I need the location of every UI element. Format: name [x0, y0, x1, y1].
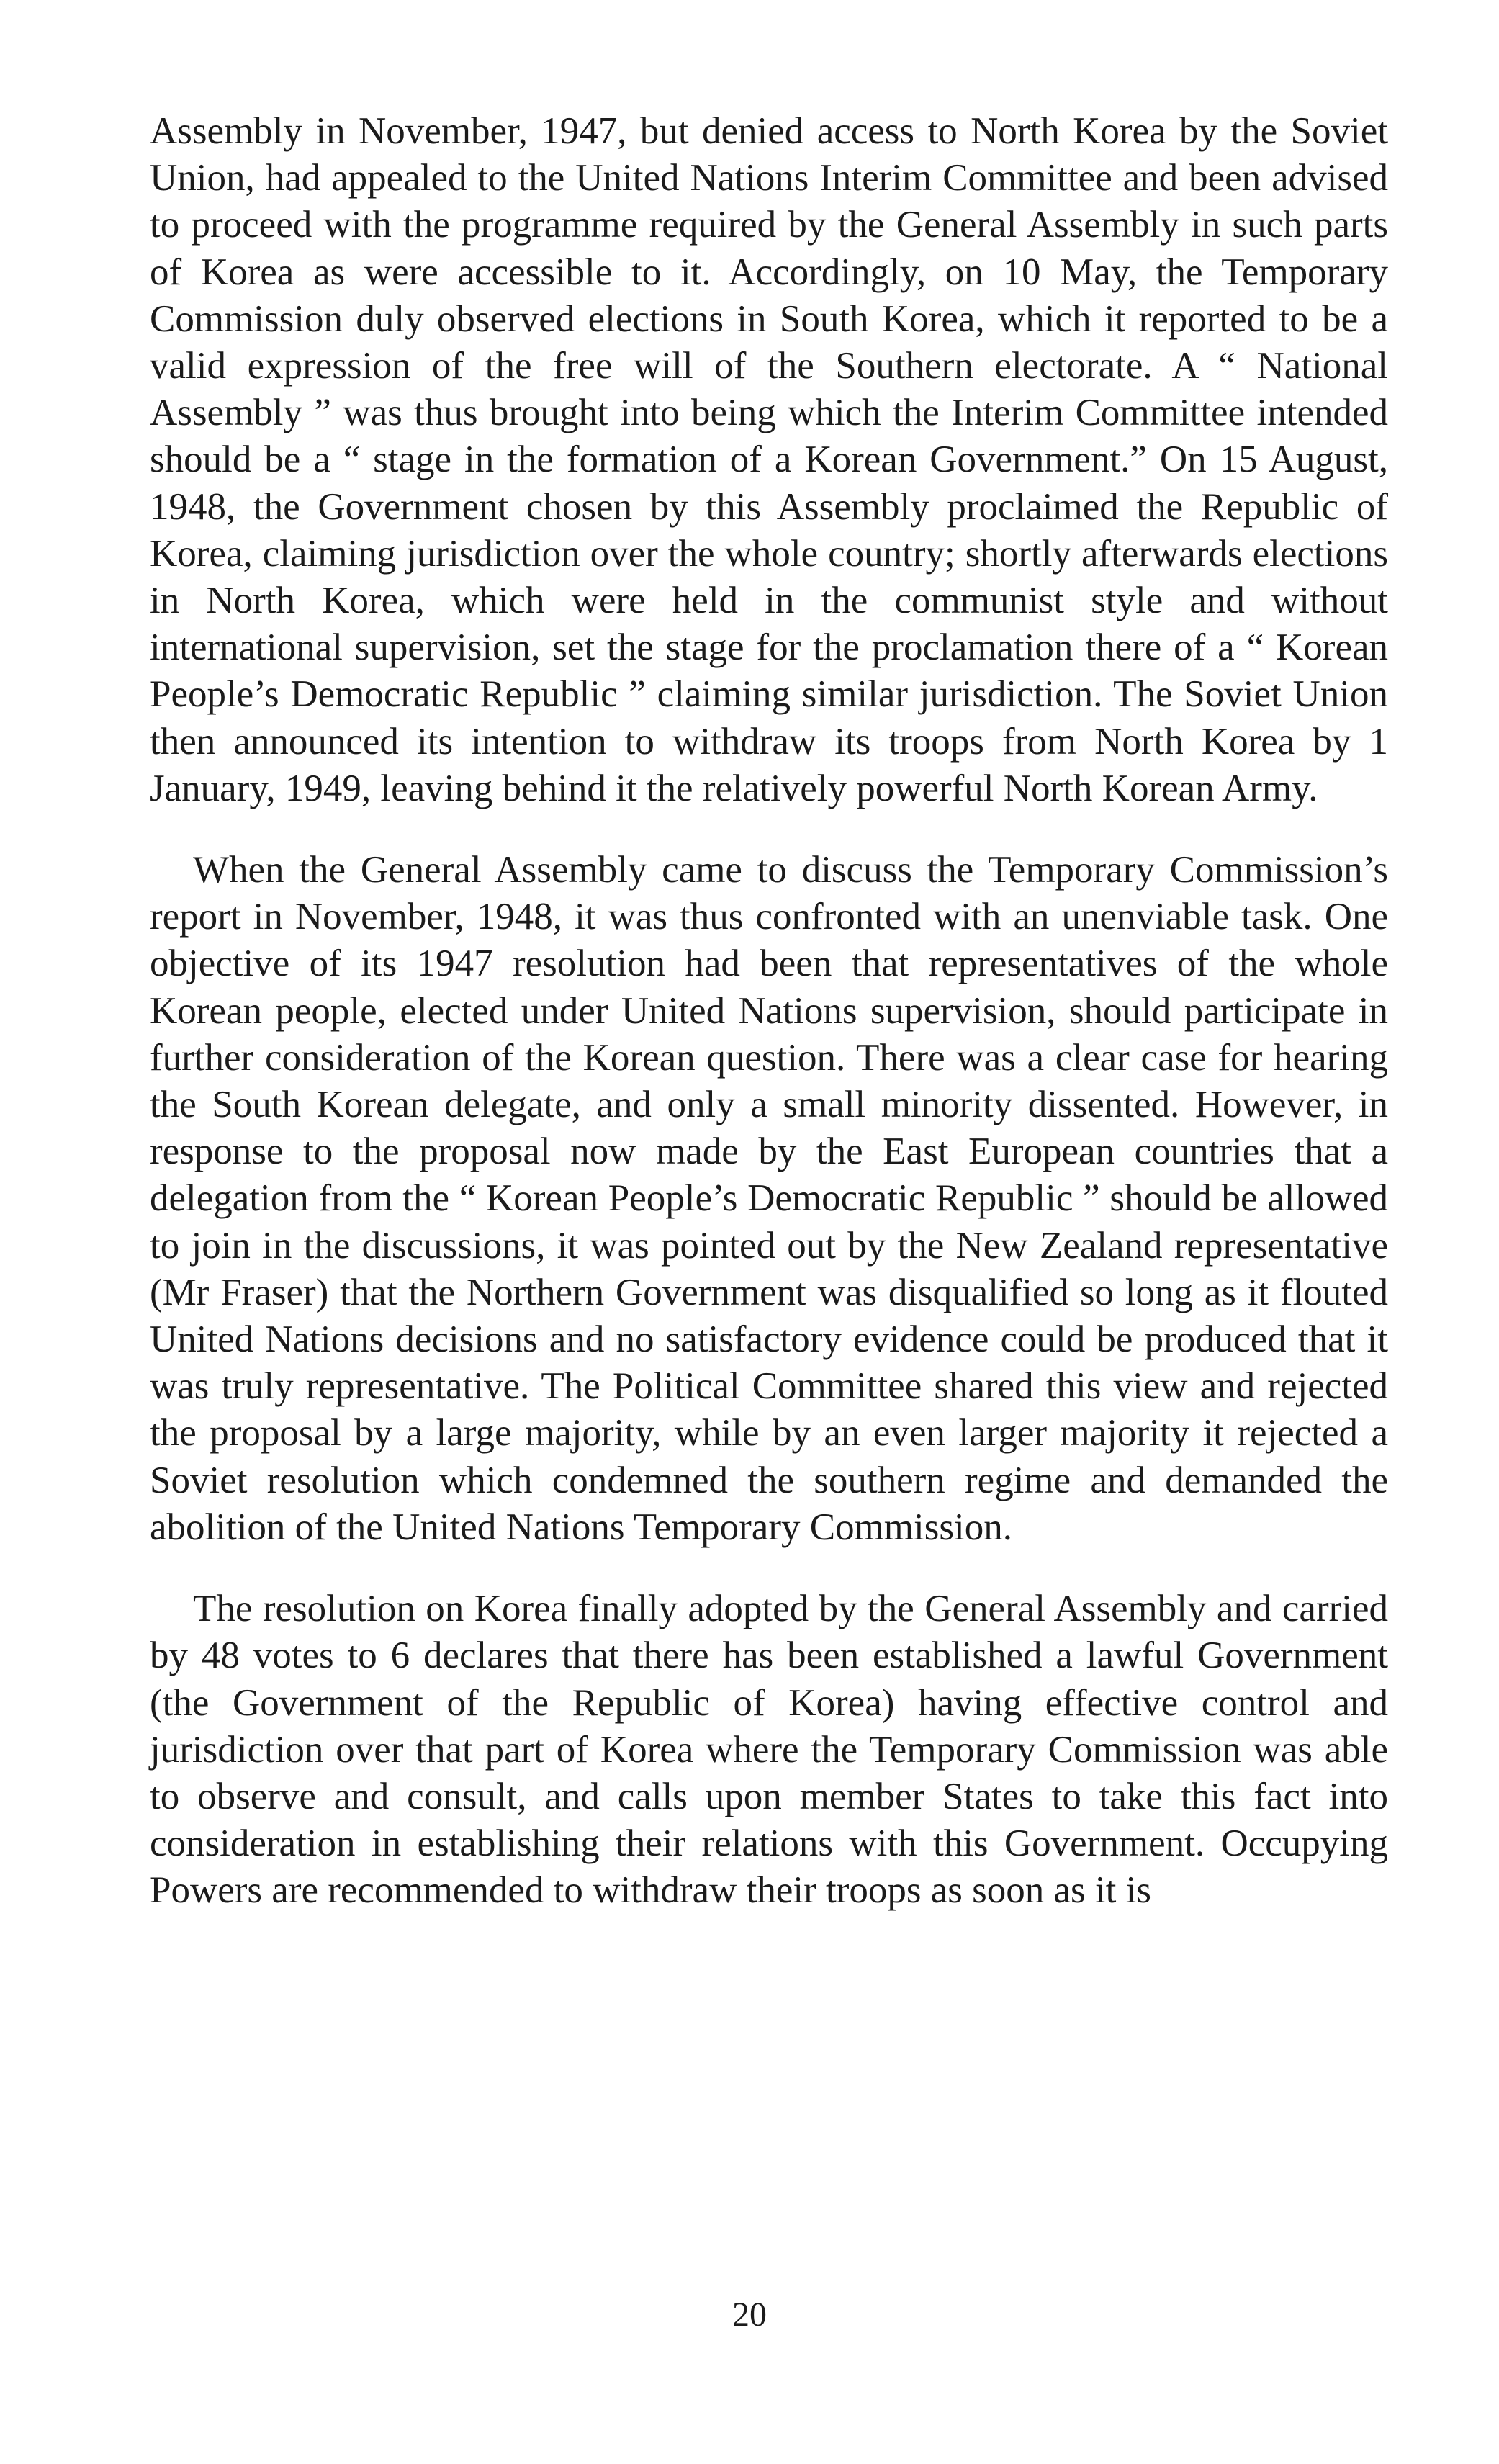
paragraph-general-assembly-discussion: When the General Assembly came to discuss the Temporary Commission’s report in November, 1948, it was thus confronted with an unenviable task. One objective of its 1947 resolution had been that representatives of the whole Korean people, elected under United Nations supervision, should participate in further consideration of the Korean question. There was a clear case for hearing the South Korean delegate, and only a small minority dissented. However, in response to the proposal now made by the East European countries that a delegation from the “ Korean People’s Democratic Republic ” should be allowed to join in the discussions, it was pointed out by the New Zealand representative (Mr Fraser) that the Northern Government was disqualified so long as it flouted United Nations decisions and no satisfactory evidence could be produced that it was truly representative. The Political Committee shared this view and rejected the proposal by a large majority, while by an even larger majority it rejected a Soviet resolution which condemned the southern regime and demanded the abolition of the United Nations Temporary Commission. [150, 849, 1388, 1548]
paragraph-resolution-on-korea: The resolution on Korea finally adopted by the General Assembly and carried by 48 votes to 6 declares that there has been established a lawful Government (the Government of the Republic of Korea) having effective control and jurisdiction over that part of Korea where the Temporary Commission was able to observe and consult, and calls upon member States to take this fact into consideration in establishing their relations with this Government. Occupying Powers are recommended to withdraw their troops as soon as it is [150, 1588, 1388, 1912]
body-text [150, 108, 1388, 1915]
page-number: 20 [732, 2296, 767, 2334]
paragraph-continuation: Assembly in November, 1947, but denied access to North Korea by the Soviet Union, had appealed to the United Nations Interim Committee and been advised to proceed with the programme required by the General Assembly in such parts of Korea as were accessible to it. Accordingly, on 10 May, the Temporary Commission duly observed elections in South Korea, which it reported to be a valid expression of the free will of the Southern electorate. A “ National Assembly ” was thus brought into being which the Interim Committee intended should be a “ stage in the formation of a Korean Government.” On 15 August, 1948, the Government chosen by this Assembly proclaimed the Republic of Korea, claiming jurisdiction over the whole country; shortly afterwards elections in North Korea, which were held in the communist style and without international supervision, set the stage for the proclamation there of a “ Korean People’s Democratic Republic ” claiming similar jurisdiction. The Soviet Union then announced its intention to withdraw its troops from North Korea by 1 January, 1949, leaving behind it the relatively powerful North Korean Army. [150, 110, 1388, 809]
